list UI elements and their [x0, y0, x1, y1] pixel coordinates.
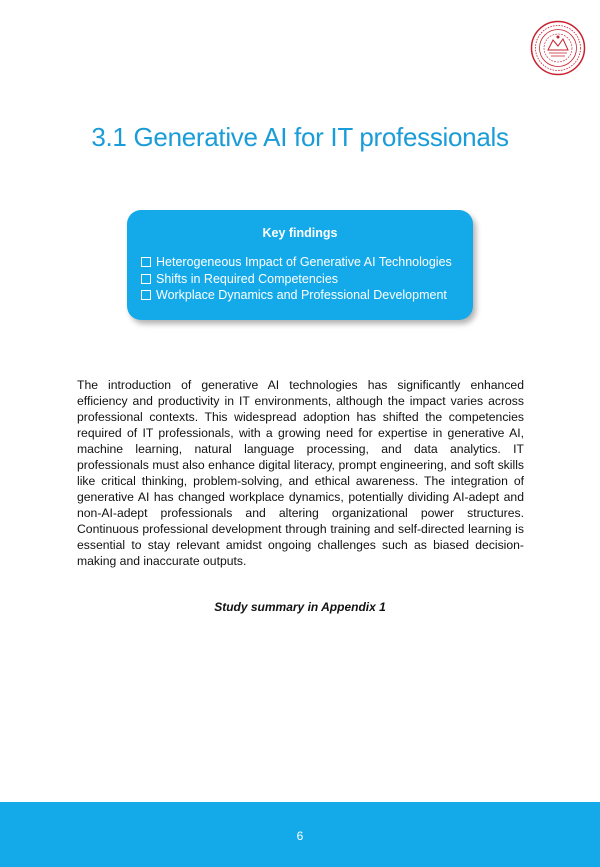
- page-number: 6: [296, 829, 304, 843]
- key-finding-text: Heterogeneous Impact of Generative AI Technologies: [156, 255, 452, 269]
- body-paragraph: The introduction of generative AI technologies has significantly enhanced efficiency and productivity in IT environments, although the impact varies across professional contexts. This widespread adoption has shifted the competencies required of IT professionals, with a growing need for expertise in generative AI, machine learning, natural language processing, and data analytics. IT professionals must also enhance digital literacy, prompt engineering, and soft skills like critical thinking, problem-solving, and ethical awareness. The integration of generative AI has changed workplace dynamics, potentially dividing AI-adept and non-AI-adept professionals and altering organizational power structures. Continuous professional development through training and self-directed learning is essential to stay relevant amidst ongoing challenges such as biased decision-making and inaccurate outputs.: [77, 378, 524, 568]
- key-finding-item: [141, 287, 459, 304]
- key-finding-item: [141, 271, 459, 288]
- checkbox-icon: [141, 274, 151, 284]
- key-finding-item: [141, 254, 459, 271]
- key-finding-text: Workplace Dynamics and Professional Development: [156, 288, 447, 302]
- footer-bar: [0, 802, 600, 867]
- study-summary-note: Study summary in Appendix 1: [214, 600, 386, 614]
- key-findings-heading: Key findings: [262, 226, 338, 240]
- key-findings-box: [127, 210, 473, 320]
- checkbox-icon: [141, 257, 151, 267]
- section-title: 3.1 Generative AI for IT professionals: [91, 122, 509, 152]
- university-seal-icon: [530, 20, 586, 76]
- checkbox-icon: [141, 290, 151, 300]
- key-finding-text: Shifts in Required Competencies: [156, 271, 339, 286]
- key-findings-list: [141, 254, 459, 304]
